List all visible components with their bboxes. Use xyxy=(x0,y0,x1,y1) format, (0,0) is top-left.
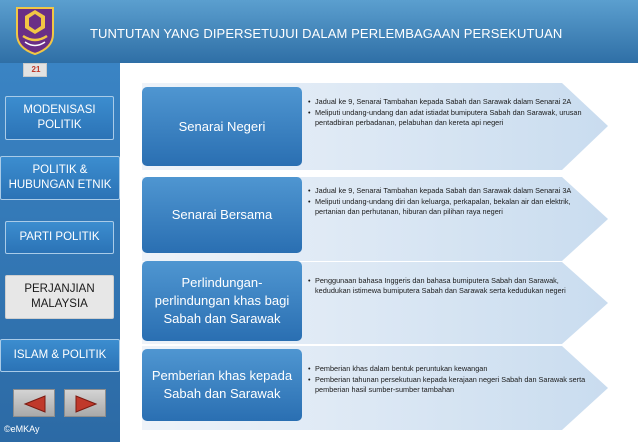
bullet-item: • Meliputi undang-undang diri dan keluarga, perkapalan, bekalan air dan elektrik, pertanian dan perhutanan, hiburan dan pilihan raya negeri xyxy=(308,197,588,217)
next-slide-button[interactable] xyxy=(64,389,106,417)
copyright-text: ©eMKAy xyxy=(4,424,40,434)
sidebar-item-parti-politik[interactable]: PARTI POLITIK xyxy=(5,221,114,254)
sidebar-item-islam-politik[interactable]: ISLAM & POLITIK xyxy=(0,339,120,372)
arrow-right-icon xyxy=(74,395,98,413)
row-bullets xyxy=(308,276,588,297)
row-bullets xyxy=(308,186,588,218)
header-bar xyxy=(0,0,638,63)
slide-number: 21 xyxy=(31,65,41,74)
bullet-item: • Pemberian tahunan persekutuan kepada kerajaan negeri Sabah dan Sarawak serta pemberian hasil sumber-sumber tambahan xyxy=(308,375,588,395)
sidebar-item-politik-hubungan-etnik[interactable]: POLITIK & HUBUNGAN ETNIK xyxy=(0,156,120,200)
bullet-item: • Meliputi undang-undang dan adat istiadat bumiputera Sabah dan Sarawak, urusan pentadbiran perbadanan, pelabuhan dan kereta api negeri xyxy=(308,108,588,128)
previous-slide-button[interactable] xyxy=(13,389,55,417)
row-bullets xyxy=(308,364,588,396)
bullet-item: • Jadual ke 9, Senarai Tambahan kepada Sabah dan Sarawak dalam Senarai 2A xyxy=(308,97,588,107)
page-title: TUNTUTAN YANG DIPERSETUJUI DALAM PERLEMBAGAAN PERSEKUTUAN xyxy=(90,26,563,41)
row-title-box: Senarai Negeri xyxy=(142,87,302,166)
sidebar-item-perjanjian-malaysia[interactable]: PERJANJIAN MALAYSIA xyxy=(5,275,114,319)
bullet-item: • Jadual ke 9, Senarai Tambahan kepada Sabah dan Sarawak dalam Senarai 3A xyxy=(308,186,588,196)
slide-number-badge xyxy=(23,63,47,77)
arrow-left-icon xyxy=(23,395,47,413)
row-title-box: Senarai Bersama xyxy=(142,177,302,253)
row-title-box: Perlindungan-perlindungan khas bagi Sabah dan Sarawak xyxy=(142,261,302,341)
row-bullets xyxy=(308,97,588,129)
bullet-item: • Penggunaan bahasa Inggeris dan bahasa bumiputera Sabah dan Sarawak, kedudukan istimewa bumiputera Sabah dan Sarawak serta kedudukan negeri xyxy=(308,276,588,296)
sidebar-item-modenisasi-politik[interactable]: MODENISASI POLITIK xyxy=(5,96,114,140)
bullet-item: • Pemberian khas dalam bentuk peruntukan kewangan xyxy=(308,364,588,374)
row-title-box: Pemberian khas kepada Sabah dan Sarawak xyxy=(142,349,302,421)
university-crest-icon xyxy=(13,4,57,56)
